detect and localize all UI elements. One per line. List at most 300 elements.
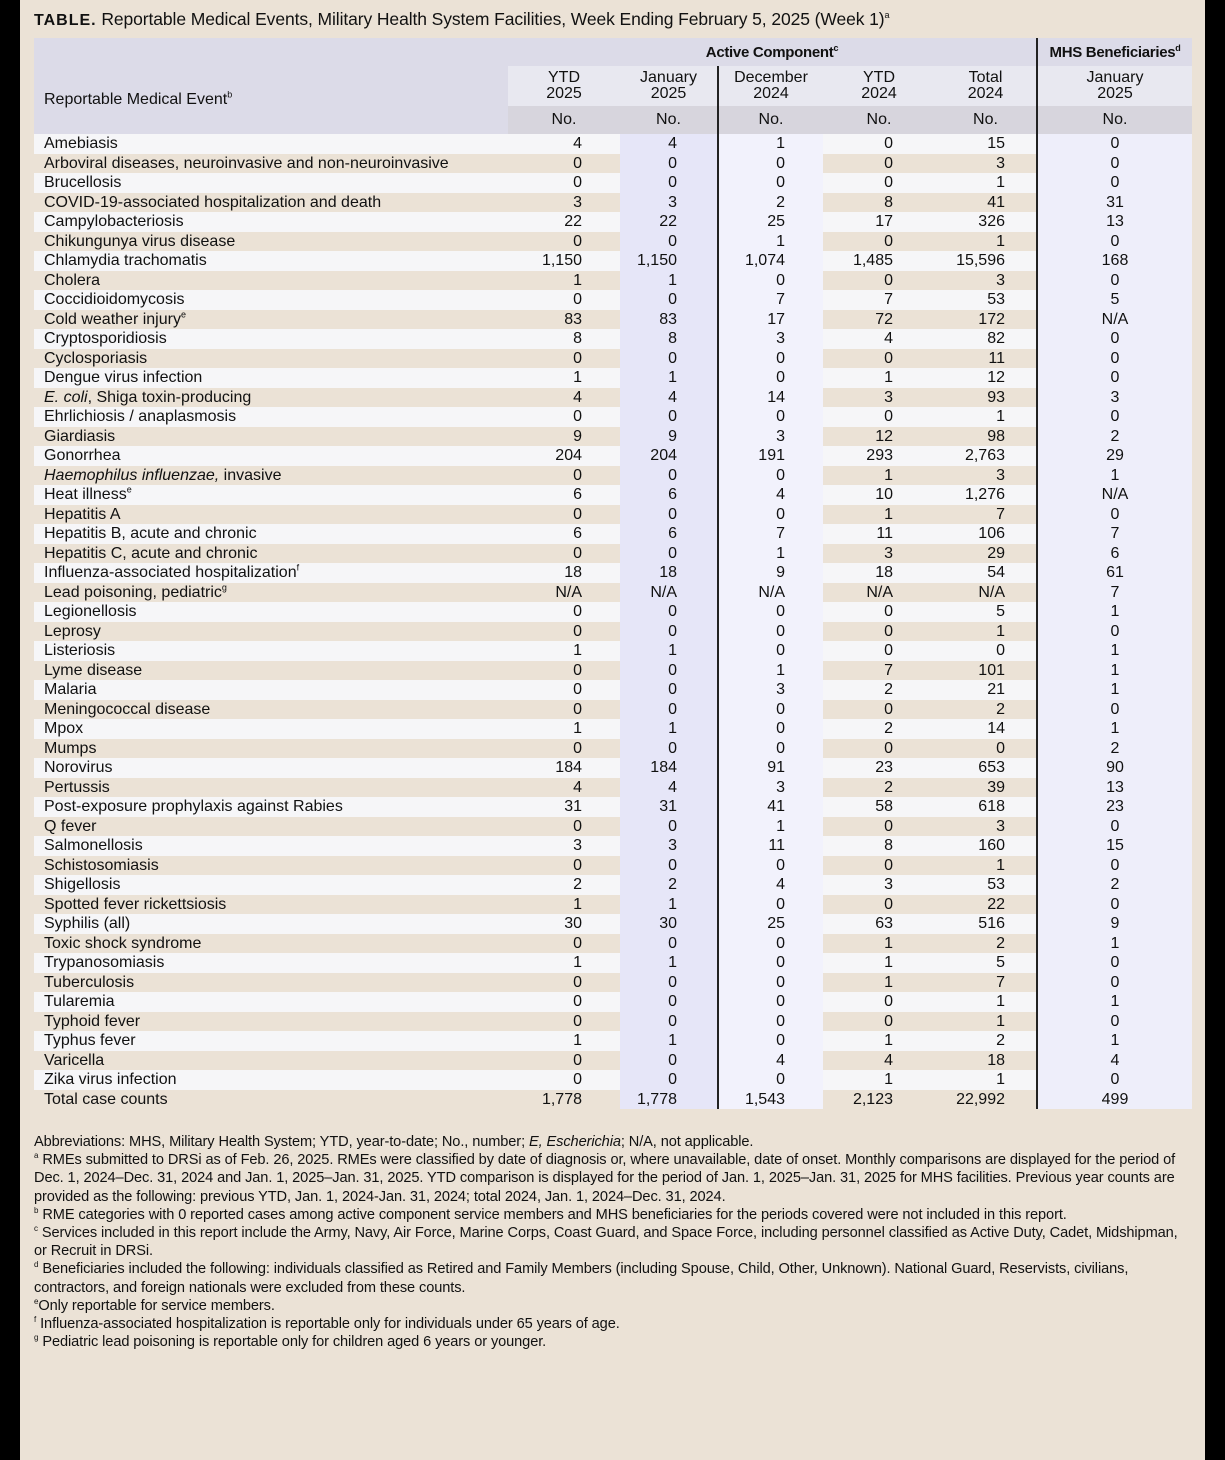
count-cell: 0 bbox=[1037, 622, 1192, 642]
event-name: Amebiasis bbox=[34, 134, 508, 154]
count-cell: 23 bbox=[1037, 797, 1192, 817]
table-row bbox=[34, 797, 1192, 817]
footnote-mark: a bbox=[884, 10, 890, 21]
count-cell: 0 bbox=[823, 856, 935, 876]
count-cell: 0 bbox=[508, 992, 620, 1012]
event-name: Typhus fever bbox=[34, 1031, 508, 1051]
count-cell: 29 bbox=[935, 544, 1037, 564]
table-row bbox=[34, 466, 1192, 486]
count-cell: 54 bbox=[935, 563, 1037, 583]
count-cell: 0 bbox=[620, 602, 718, 622]
count-cell: 0 bbox=[508, 232, 620, 252]
count-cell: 0 bbox=[823, 641, 935, 661]
count-cell: 4 bbox=[508, 388, 620, 408]
count-cell: 1 bbox=[508, 641, 620, 661]
count-cell: 3 bbox=[508, 836, 620, 856]
count-cell: 9 bbox=[718, 563, 823, 583]
count-cell: 0 bbox=[620, 817, 718, 837]
event-name: Tuberculosis bbox=[34, 973, 508, 993]
count-cell: 4 bbox=[823, 329, 935, 349]
count-cell: 1 bbox=[620, 368, 718, 388]
event-name: Schistosomiasis bbox=[34, 856, 508, 876]
count-cell: 0 bbox=[1037, 329, 1192, 349]
event-name: Leprosy bbox=[34, 622, 508, 642]
count-cell: 0 bbox=[508, 622, 620, 642]
count-cell: 0 bbox=[508, 817, 620, 837]
count-cell: 30 bbox=[508, 914, 620, 934]
count-cell: 0 bbox=[823, 700, 935, 720]
count-cell: 2 bbox=[1037, 739, 1192, 759]
count-cell: 3 bbox=[935, 271, 1037, 291]
count-cell: 25 bbox=[718, 212, 823, 232]
count-cell: N/A bbox=[508, 583, 620, 603]
event-name: Trypanosomiasis bbox=[34, 953, 508, 973]
count-cell: 9 bbox=[508, 427, 620, 447]
table-row bbox=[34, 934, 1192, 954]
table-body bbox=[34, 134, 1192, 1109]
count-cell: 0 bbox=[620, 407, 718, 427]
count-cell: 53 bbox=[935, 290, 1037, 310]
count-cell: 31 bbox=[1037, 193, 1192, 213]
count-cell: 0 bbox=[1037, 505, 1192, 525]
count-cell: 0 bbox=[620, 661, 718, 681]
count-cell: 2 bbox=[1037, 427, 1192, 447]
count-cell: 1 bbox=[935, 1012, 1037, 1032]
count-cell: 30 bbox=[620, 914, 718, 934]
event-name: Heat illness$^e$ bbox=[34, 485, 508, 505]
table-row bbox=[34, 1031, 1192, 1051]
count-cell: 7 bbox=[935, 973, 1037, 993]
count-cell: 0 bbox=[1037, 953, 1192, 973]
footnote-c: $^c$ Services included in this report include the Army, Navy, Air Force, Marine Corps, Coast Guard, and Space Force, including personnel classified as Active Duty, Cadet, Midshipman, or Recruit in DRSi. bbox=[34, 1224, 1178, 1260]
count-cell: 3 bbox=[823, 388, 935, 408]
count-cell: 0 bbox=[718, 173, 823, 193]
count-cell: 0 bbox=[823, 232, 935, 252]
count-cell: 204 bbox=[508, 446, 620, 466]
count-cell: 0 bbox=[508, 349, 620, 369]
count-cell: 1 bbox=[620, 719, 718, 739]
count-cell: 0 bbox=[823, 602, 935, 622]
count-cell: 1 bbox=[508, 895, 620, 915]
table-row bbox=[34, 310, 1192, 330]
count-cell: 0 bbox=[718, 368, 823, 388]
count-cell: 1 bbox=[823, 505, 935, 525]
event-name: Coccidioidomycosis bbox=[34, 290, 508, 310]
count-cell: 1 bbox=[508, 719, 620, 739]
count-cell: 2 bbox=[935, 934, 1037, 954]
count-cell: 1,074 bbox=[718, 251, 823, 271]
count-cell: 0 bbox=[718, 992, 823, 1012]
count-cell: 5 bbox=[935, 953, 1037, 973]
count-cell: 204 bbox=[620, 446, 718, 466]
count-cell: 1 bbox=[508, 368, 620, 388]
count-cell: 0 bbox=[823, 817, 935, 837]
event-name: E. coli, Shiga toxin-producing bbox=[34, 388, 508, 408]
event-name: Influenza-associated hospitalization$^f$ bbox=[34, 563, 508, 583]
count-cell: 1 bbox=[935, 856, 1037, 876]
event-name: Malaria bbox=[34, 680, 508, 700]
count-cell: 326 bbox=[935, 212, 1037, 232]
count-cell: 9 bbox=[620, 427, 718, 447]
count-cell: 0 bbox=[718, 719, 823, 739]
count-cell: 3 bbox=[935, 817, 1037, 837]
count-cell: 2,763 bbox=[935, 446, 1037, 466]
count-cell: 0 bbox=[620, 544, 718, 564]
count-cell: 2 bbox=[1037, 875, 1192, 895]
footnote-a: $^a$ RMEs submitted to DRSi as of Feb. 26, 2025. RMEs were classified by date of diagnosis or, where unavailable, date of onset. Monthly comparisons are displayed for the period of Dec. 1, 2024–Dec. 31, 2024 and Jan. 1, 2025–Jan. 31, 2025. YTD comparison is displayed for the period of Jan. 1, 2025–Jan. 31, 2025 for MHS facilities. Previous year counts are provided as the following: previous YTD, Jan. 1, 2024-Jan. 31, 2024; total 2024, Jan. 1, 2024–Dec. 31, 2024. bbox=[34, 1151, 1176, 1205]
count-cell: 0 bbox=[1037, 700, 1192, 720]
count-cell: 0 bbox=[620, 232, 718, 252]
event-name: Gonorrhea bbox=[34, 446, 508, 466]
unit-label: No. bbox=[508, 106, 620, 134]
count-cell: 1 bbox=[620, 953, 718, 973]
count-cell: 12 bbox=[935, 368, 1037, 388]
count-cell: 0 bbox=[508, 856, 620, 876]
unit-label: No. bbox=[620, 106, 718, 134]
count-cell: 7 bbox=[718, 524, 823, 544]
count-cell: 0 bbox=[718, 1031, 823, 1051]
count-cell: 0 bbox=[620, 739, 718, 759]
count-cell: 11 bbox=[935, 349, 1037, 369]
count-cell: 0 bbox=[1037, 1070, 1192, 1090]
count-cell: N/A bbox=[1037, 310, 1192, 330]
table-row bbox=[34, 329, 1192, 349]
count-cell: 93 bbox=[935, 388, 1037, 408]
count-cell: 0 bbox=[620, 856, 718, 876]
table-row bbox=[34, 778, 1192, 798]
count-cell: 0 bbox=[718, 641, 823, 661]
event-name: Chlamydia trachomatis bbox=[34, 251, 508, 271]
count-cell: N/A bbox=[718, 583, 823, 603]
count-cell: 3 bbox=[718, 427, 823, 447]
unit-label: No. bbox=[1037, 106, 1192, 134]
count-cell: 0 bbox=[823, 134, 935, 154]
count-cell: 1 bbox=[718, 817, 823, 837]
count-cell: 6 bbox=[620, 485, 718, 505]
count-cell: 0 bbox=[1037, 973, 1192, 993]
count-cell: 0 bbox=[718, 602, 823, 622]
count-cell: 0 bbox=[508, 700, 620, 720]
count-cell: 0 bbox=[508, 466, 620, 486]
count-cell: 0 bbox=[620, 154, 718, 174]
count-cell: 4 bbox=[508, 134, 620, 154]
count-cell: 1 bbox=[1037, 1031, 1192, 1051]
count-cell: 0 bbox=[620, 1070, 718, 1090]
count-cell: 4 bbox=[508, 778, 620, 798]
count-cell: 0 bbox=[620, 680, 718, 700]
count-cell: 1,778 bbox=[508, 1090, 620, 1110]
count-cell: 1 bbox=[508, 271, 620, 291]
table-row bbox=[34, 505, 1192, 525]
count-cell: 0 bbox=[1037, 232, 1192, 252]
event-name: Typhoid fever bbox=[34, 1012, 508, 1032]
table-row bbox=[34, 739, 1192, 759]
count-cell: 5 bbox=[1037, 290, 1192, 310]
table-row bbox=[34, 563, 1192, 583]
header-december-2024: December 2024 bbox=[718, 66, 823, 106]
event-name: Cyclosporiasis bbox=[34, 349, 508, 369]
count-cell: 1 bbox=[1037, 934, 1192, 954]
event-name: Haemophilus influenzae, invasive bbox=[34, 466, 508, 486]
count-cell: 0 bbox=[823, 1012, 935, 1032]
count-cell: 6 bbox=[1037, 544, 1192, 564]
event-name: Lead poisoning, pediatric$^g$ bbox=[34, 583, 508, 603]
event-name: COVID-19-associated hospitalization and death bbox=[34, 193, 508, 213]
count-cell: 3 bbox=[620, 193, 718, 213]
count-cell: N/A bbox=[620, 583, 718, 603]
count-cell: 3 bbox=[718, 680, 823, 700]
count-cell: 23 bbox=[823, 758, 935, 778]
count-cell: 4 bbox=[718, 1051, 823, 1071]
count-cell: 12 bbox=[823, 427, 935, 447]
table-label: TABLE. bbox=[34, 12, 97, 29]
count-cell: 8 bbox=[508, 329, 620, 349]
count-cell: 1,276 bbox=[935, 485, 1037, 505]
table-title bbox=[34, 9, 889, 30]
count-cell: 1 bbox=[620, 895, 718, 915]
count-cell: 0 bbox=[620, 1012, 718, 1032]
count-cell: 172 bbox=[935, 310, 1037, 330]
event-name: Spotted fever rickettsiosis bbox=[34, 895, 508, 915]
count-cell: 0 bbox=[823, 349, 935, 369]
count-cell: 0 bbox=[718, 407, 823, 427]
count-cell: 1,543 bbox=[718, 1090, 823, 1110]
table-row bbox=[34, 719, 1192, 739]
count-cell: 0 bbox=[935, 739, 1037, 759]
table-footnotes bbox=[34, 1133, 1194, 1351]
count-cell: 0 bbox=[508, 973, 620, 993]
header-blank bbox=[34, 38, 508, 66]
count-cell: 91 bbox=[718, 758, 823, 778]
count-cell: 22,992 bbox=[935, 1090, 1037, 1110]
footnote-b: $^b$ RME categories with 0 reported cases among active component service members and MHS beneficiaries for the periods covered were not included in this report. bbox=[34, 1205, 1067, 1223]
count-cell: 53 bbox=[935, 875, 1037, 895]
count-cell: 516 bbox=[935, 914, 1037, 934]
table-row bbox=[34, 232, 1192, 252]
count-cell: 0 bbox=[718, 271, 823, 291]
count-cell: 0 bbox=[718, 700, 823, 720]
count-cell: 4 bbox=[620, 778, 718, 798]
count-cell: 0 bbox=[823, 407, 935, 427]
table-row bbox=[34, 875, 1192, 895]
table-row bbox=[34, 856, 1192, 876]
count-cell: 0 bbox=[508, 602, 620, 622]
count-cell: N/A bbox=[823, 583, 935, 603]
count-cell: 58 bbox=[823, 797, 935, 817]
count-cell: 0 bbox=[1037, 154, 1192, 174]
count-cell: 3 bbox=[823, 544, 935, 564]
header-total-2024: Total 2024 bbox=[935, 66, 1037, 106]
count-cell: 1 bbox=[1037, 661, 1192, 681]
table-row bbox=[34, 1090, 1192, 1110]
count-cell: 0 bbox=[508, 934, 620, 954]
count-cell: 0 bbox=[823, 173, 935, 193]
count-cell: 8 bbox=[823, 193, 935, 213]
count-cell: 0 bbox=[620, 973, 718, 993]
event-name: Pertussis bbox=[34, 778, 508, 798]
count-cell: 1 bbox=[1037, 466, 1192, 486]
event-name: Syphilis (all) bbox=[34, 914, 508, 934]
count-cell: 2,123 bbox=[823, 1090, 935, 1110]
count-cell: 1 bbox=[718, 544, 823, 564]
count-cell: 1 bbox=[823, 466, 935, 486]
count-cell: 0 bbox=[823, 271, 935, 291]
table-row bbox=[34, 661, 1192, 681]
count-cell: 3 bbox=[620, 836, 718, 856]
table-row bbox=[34, 973, 1192, 993]
event-name: Salmonellosis bbox=[34, 836, 508, 856]
table-row bbox=[34, 1051, 1192, 1071]
count-cell: 11 bbox=[718, 836, 823, 856]
count-cell: 1 bbox=[823, 1070, 935, 1090]
count-cell: 2 bbox=[718, 193, 823, 213]
count-cell: 18 bbox=[508, 563, 620, 583]
count-cell: 2 bbox=[823, 719, 935, 739]
count-cell: 0 bbox=[508, 290, 620, 310]
count-cell: 0 bbox=[718, 953, 823, 973]
event-name: Giardiasis bbox=[34, 427, 508, 447]
count-cell: 0 bbox=[718, 466, 823, 486]
count-cell: 0 bbox=[718, 895, 823, 915]
event-name: Lyme disease bbox=[34, 661, 508, 681]
event-name: Hepatitis B, acute and chronic bbox=[34, 524, 508, 544]
count-cell: 10 bbox=[823, 485, 935, 505]
table-row bbox=[34, 427, 1192, 447]
table-row bbox=[34, 271, 1192, 291]
count-cell: 1 bbox=[935, 173, 1037, 193]
count-cell: 106 bbox=[935, 524, 1037, 544]
count-cell: 4 bbox=[823, 1051, 935, 1071]
header-reportable-medical-event: Reportable Medical Event$^b$ bbox=[34, 66, 508, 134]
event-name: Hepatitis C, acute and chronic bbox=[34, 544, 508, 564]
count-cell: 3 bbox=[935, 466, 1037, 486]
count-cell: 2 bbox=[935, 1031, 1037, 1051]
count-cell: 0 bbox=[620, 622, 718, 642]
count-cell: 0 bbox=[1037, 1012, 1192, 1032]
count-cell: 1 bbox=[1037, 992, 1192, 1012]
count-cell: 61 bbox=[1037, 563, 1192, 583]
count-cell: 0 bbox=[620, 1051, 718, 1071]
count-cell: 0 bbox=[508, 173, 620, 193]
count-cell: 2 bbox=[508, 875, 620, 895]
count-cell: 0 bbox=[508, 544, 620, 564]
table-row bbox=[34, 154, 1192, 174]
abbreviations-note: Abbreviations: MHS, Military Health System; YTD, year-to-date; No., number; E, Escherichia; N/A, not applicable. bbox=[34, 1134, 754, 1150]
event-name: Arboviral diseases, neuroinvasive and non-neuroinvasive bbox=[34, 154, 508, 174]
count-cell: 4 bbox=[620, 134, 718, 154]
count-cell: 1 bbox=[823, 953, 935, 973]
count-cell: 0 bbox=[508, 1070, 620, 1090]
table-row bbox=[34, 290, 1192, 310]
header-group-row bbox=[34, 38, 1192, 66]
count-cell: 0 bbox=[718, 1012, 823, 1032]
count-cell: 1 bbox=[718, 661, 823, 681]
count-cell: 0 bbox=[935, 641, 1037, 661]
table-row bbox=[34, 758, 1192, 778]
count-cell: 8 bbox=[620, 329, 718, 349]
event-name: Listeriosis bbox=[34, 641, 508, 661]
count-cell: 0 bbox=[508, 407, 620, 427]
header-ytd-2024: YTD 2024 bbox=[823, 66, 935, 106]
event-name: Cold weather injury$^e$ bbox=[34, 310, 508, 330]
count-cell: 2 bbox=[620, 875, 718, 895]
event-name: Ehrlichiosis / anaplasmosis bbox=[34, 407, 508, 427]
count-cell: 0 bbox=[718, 856, 823, 876]
count-cell: 0 bbox=[718, 622, 823, 642]
table-row bbox=[34, 895, 1192, 915]
table-row bbox=[34, 817, 1192, 837]
count-cell: 191 bbox=[718, 446, 823, 466]
event-name: Hepatitis A bbox=[34, 505, 508, 525]
count-cell: 0 bbox=[508, 680, 620, 700]
count-cell: 15,596 bbox=[935, 251, 1037, 271]
count-cell: 1 bbox=[620, 1031, 718, 1051]
count-cell: 1 bbox=[935, 622, 1037, 642]
table-row bbox=[34, 1070, 1192, 1090]
event-name: Dengue virus infection bbox=[34, 368, 508, 388]
count-cell: 0 bbox=[823, 154, 935, 174]
header-active-component: Active Component$^c$ bbox=[508, 38, 1037, 66]
count-cell: 0 bbox=[508, 505, 620, 525]
event-name: Zika virus infection bbox=[34, 1070, 508, 1090]
count-cell: 3 bbox=[718, 329, 823, 349]
table-row bbox=[34, 524, 1192, 544]
table-row bbox=[34, 680, 1192, 700]
count-cell: 82 bbox=[935, 329, 1037, 349]
count-cell: 1 bbox=[620, 271, 718, 291]
event-name: Mumps bbox=[34, 739, 508, 759]
count-cell: 1,778 bbox=[620, 1090, 718, 1110]
table-row bbox=[34, 992, 1192, 1012]
count-cell: 83 bbox=[508, 310, 620, 330]
count-cell: 1 bbox=[718, 232, 823, 252]
count-cell: 2 bbox=[823, 680, 935, 700]
count-cell: 0 bbox=[620, 992, 718, 1012]
table-row bbox=[34, 544, 1192, 564]
table-row bbox=[34, 193, 1192, 213]
count-cell: 7 bbox=[1037, 524, 1192, 544]
unit-label: No. bbox=[823, 106, 935, 134]
count-cell: 0 bbox=[718, 973, 823, 993]
count-cell: 0 bbox=[1037, 349, 1192, 369]
count-cell: 29 bbox=[1037, 446, 1192, 466]
count-cell: 0 bbox=[508, 154, 620, 174]
header-mhs-beneficiaries: MHS Beneficiaries$^d$ bbox=[1037, 38, 1192, 66]
table-row bbox=[34, 173, 1192, 193]
footnote-e: $^e$Only reportable for service members. bbox=[34, 1296, 275, 1314]
event-name: Chikungunya virus disease bbox=[34, 232, 508, 252]
unit-label: No. bbox=[935, 106, 1037, 134]
event-name: Mpox bbox=[34, 719, 508, 739]
count-cell: 3 bbox=[935, 154, 1037, 174]
count-cell: 0 bbox=[1037, 134, 1192, 154]
count-cell: 499 bbox=[1037, 1090, 1192, 1110]
event-name: Post-exposure prophylaxis against Rabies bbox=[34, 797, 508, 817]
event-name: Total case counts bbox=[34, 1090, 508, 1110]
count-cell: 25 bbox=[718, 914, 823, 934]
count-cell: 5 bbox=[935, 602, 1037, 622]
count-cell: 0 bbox=[823, 739, 935, 759]
unit-label: No. bbox=[718, 106, 823, 134]
count-cell: 4 bbox=[718, 485, 823, 505]
count-cell: 3 bbox=[718, 778, 823, 798]
event-name: Norovirus bbox=[34, 758, 508, 778]
count-cell: 0 bbox=[620, 700, 718, 720]
count-cell: 63 bbox=[823, 914, 935, 934]
table-row bbox=[34, 914, 1192, 934]
table-row bbox=[34, 407, 1192, 427]
count-cell: 1 bbox=[935, 992, 1037, 1012]
